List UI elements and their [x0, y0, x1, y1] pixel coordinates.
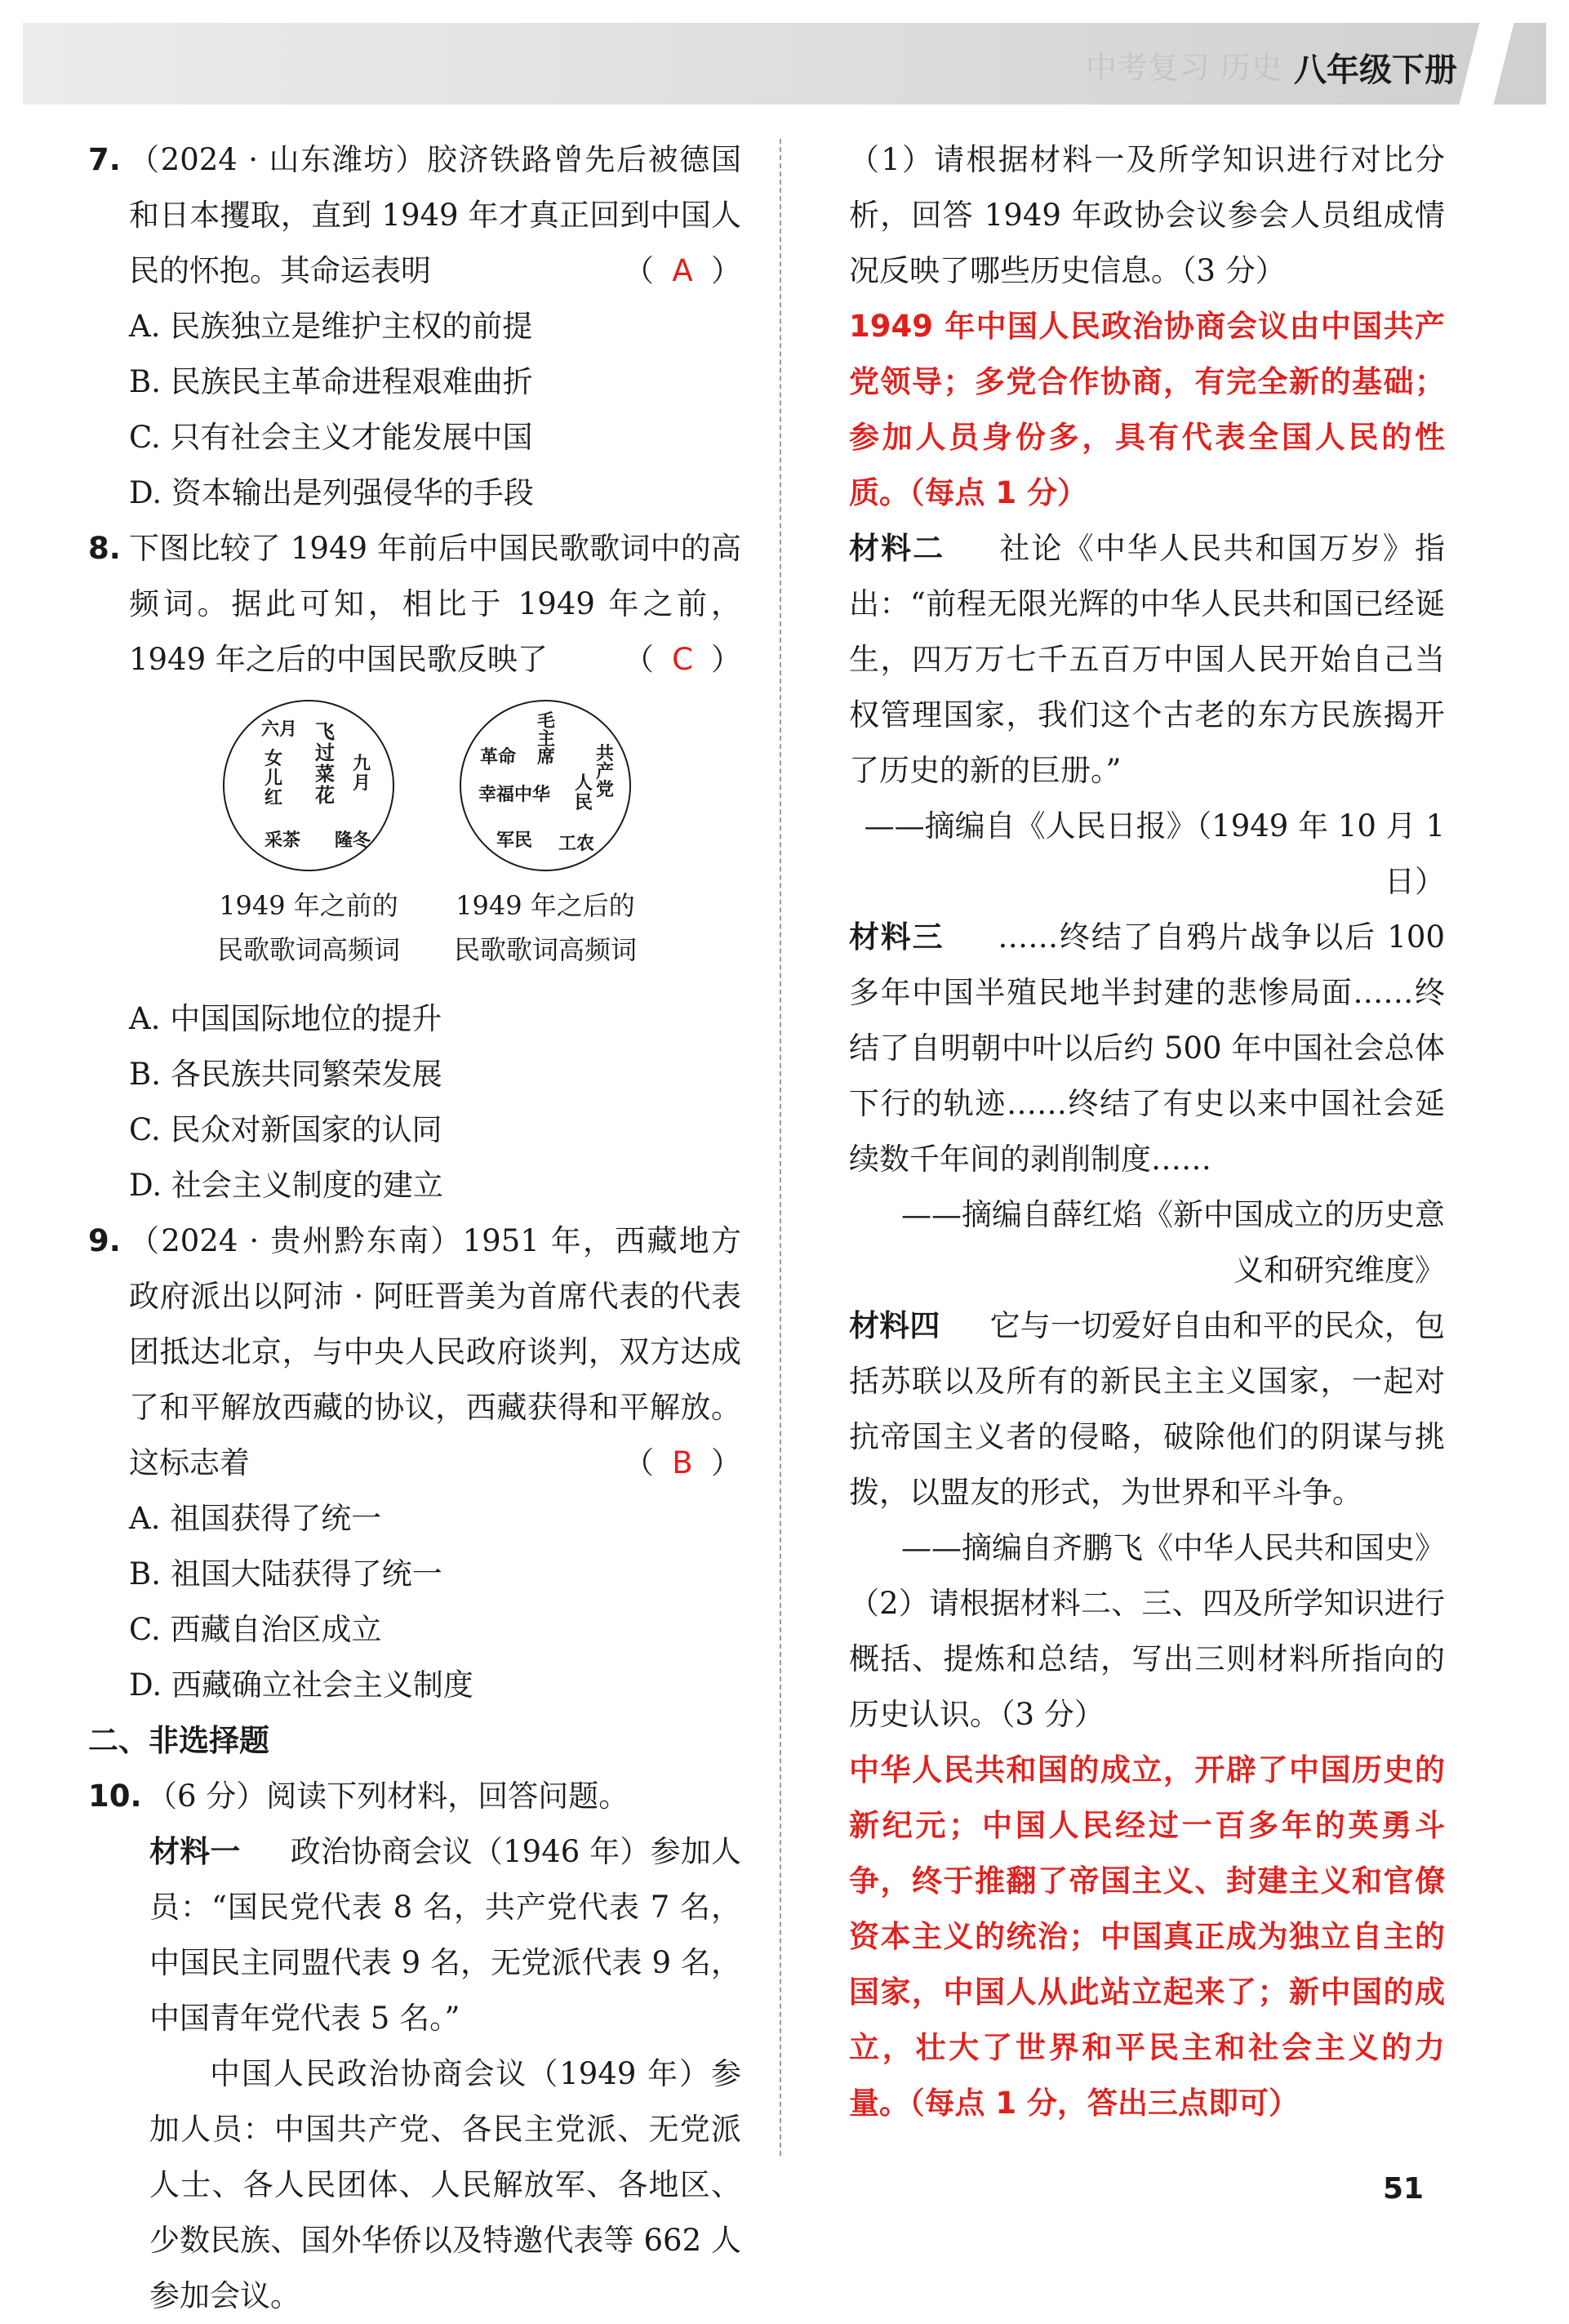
word: 飞 — [315, 719, 335, 743]
word: 革命 — [480, 746, 517, 768]
sub-answer-2: 中华人民共和国的成立，开辟了中国历史的新纪元；中国人民经过一百多年的英勇斗争，终于推翻了帝国主义、封建主义和官僚资本主义的统治；中国真正成为独立自主的国家，中国人从此站立起来了；新中国的成立，壮大了世界和平民主和社会主义的力量。（每点 1 分，答出三点即可） — [849, 1752, 1445, 2121]
option-b: B. 民族民主革命进程艰难曲折 — [129, 364, 533, 399]
sub-question-2: （2）请根据材料二、三、四及所学知识进行概括、提炼和总结，写出三则材料所指向的历史认识。（3 分） — [849, 1586, 1445, 1732]
word: 共 — [596, 743, 615, 764]
answer-box: （ B ） — [624, 1436, 741, 1491]
question-9-stem — [88, 1213, 741, 1491]
source-line: ——摘编自薛红焰《新中国成立的历史意 — [901, 1197, 1445, 1232]
question-stem-text: 下图比较了 1949 年前后中国民歌歌词中的高频词。据此可知，相比于 1949 年之前，1949 年之后的中国民歌反映了 — [129, 531, 741, 677]
option-d: D. 西藏确立社会主义制度 — [129, 1667, 473, 1703]
caption-line: 民歌歌词高频词 — [453, 934, 637, 965]
sub-question-1: （1）请根据材料一及所学知识进行对比分析，回答 1949 年政协会议参会人员组成情况反映了哪些历史信息。（3 分） — [849, 142, 1445, 288]
question-number: 9. — [88, 1223, 121, 1258]
answer-box: （ A ） — [624, 243, 741, 299]
option-a: A. 中国国际地位的提升 — [129, 1001, 442, 1036]
option-c: C. 民众对新国家的认同 — [129, 1112, 442, 1147]
word: 人 — [575, 772, 593, 794]
caption-after-1949 — [423, 884, 668, 972]
material-2-source: ——摘编自《人民日报》（1949 年 10 月 1 日） — [864, 808, 1445, 899]
caption-line: 民歌歌词高频词 — [216, 934, 400, 965]
word: 过 — [315, 741, 335, 764]
word: 产 — [596, 761, 615, 782]
option-a: A. 祖国获得了统一 — [129, 1501, 382, 1536]
caption-line: 1949 年之前的 — [219, 890, 398, 921]
option-d: D. 资本输出是列强侵华的手段 — [129, 475, 534, 510]
question-stem-text: （2024 · 山东潍坊）胶济铁路曾先后被德国和日本攫取，直到 1949 年才真正回到中国人民的怀抱。其命运表明 — [129, 142, 741, 288]
material-4-source: ——摘编自齐鹏飞《中华人民共和国史》 — [901, 1530, 1445, 1565]
material-label: 材料三 — [849, 919, 945, 955]
word: 女 — [264, 748, 283, 769]
question-number: 8. — [88, 531, 121, 566]
caption-line: 1949 年之后的 — [456, 890, 635, 921]
option-d: D. 社会主义制度的建立 — [129, 1168, 443, 1203]
word: 主 — [537, 728, 556, 750]
material-2 — [849, 521, 1445, 799]
header-grade-label: 八年级下册 — [1294, 51, 1457, 89]
left-column — [88, 132, 741, 2324]
question-7-stem — [88, 132, 741, 299]
word: 花 — [315, 783, 335, 807]
material-1 — [88, 1824, 741, 2046]
option-c: C. 只有社会主义才能发展中国 — [129, 420, 533, 455]
option-a: A. 民族独立是维护主权的前提 — [129, 309, 533, 344]
question-number: 7. — [88, 142, 121, 177]
answer-letter: A — [672, 253, 693, 288]
word: 六月 — [261, 719, 298, 740]
question-10-left — [88, 1769, 741, 2324]
question-8-stem — [88, 521, 741, 688]
answer-letter: B — [672, 1445, 693, 1480]
header-ghost-text: 中考复习 历史 — [1086, 50, 1282, 86]
question-stem-text: （6 分）阅读下列材料，回答问题。 — [147, 1779, 629, 1814]
page-number: 51 — [1383, 2172, 1425, 2206]
word: 毛 — [537, 710, 556, 732]
word: 儿 — [264, 768, 283, 789]
right-column — [849, 132, 1445, 2131]
question-9 — [88, 1213, 741, 1713]
word: 工农 — [558, 833, 595, 854]
material-text: ……终结了自鸦片战争以后 100 多年中国半殖民地半封建的悲惨局面……终结了自明朝中叶以后约 500 年中国社会总体下行的轨迹……终结了有史以来中国社会延续数千年间的剥削制度…… — [849, 919, 1446, 1177]
question-7 — [88, 132, 741, 521]
question-number: 10. — [88, 1779, 142, 1814]
word: 红 — [264, 787, 283, 808]
material-3 — [849, 910, 1445, 1187]
material-label: 材料二 — [849, 531, 945, 566]
word: 军民 — [496, 830, 533, 851]
material-label: 材料一 — [149, 1834, 241, 1869]
material-label: 材料四 — [849, 1308, 940, 1343]
word: 幸福中华 — [478, 784, 551, 805]
material-text: 它与一切爱好自由和平的民众，包括苏联以及所有的新民主主义国家，一起对抗帝国主义者的侵略，破除他们的阴谋与挑拨，以盟友的形式，为世界和平斗争。 — [849, 1308, 1446, 1510]
material-3-source — [849, 1187, 1445, 1298]
question-stem-text: （2024 · 贵州黔东南）1951 年，西藏地方政府派出以阿沛 · 阿旺晋美为首席代表的代表团抵达北京，与中央人民政府谈判，双方达成了和平解放西藏的协议，西藏获得和平解放。这标志着 — [129, 1223, 741, 1480]
question-10-stem — [88, 1769, 741, 1824]
word: 席 — [537, 746, 556, 768]
material-text: 政治协商会议（1946 年）参加人员：“国民党代表 8 名，共产党代表 7 名，中国民主同盟代表 9 名，无党派代表 9 名，中国青年党代表 5 名。” — [149, 1834, 742, 2036]
word-frequency-figure — [88, 694, 741, 988]
source-line: 义和研究维度》 — [1233, 1253, 1445, 1288]
question-8 — [88, 521, 741, 1213]
word: 民 — [575, 792, 593, 813]
option-b: B. 祖国大陆获得了统一 — [129, 1556, 442, 1592]
word: 九 — [353, 753, 371, 774]
word: 隆冬 — [335, 830, 371, 851]
word: 月 — [353, 772, 371, 794]
answer-box: （ C ） — [624, 632, 741, 688]
material-text: 社论《中华人民共和国万岁》指出：“前程无限光辉的中华人民共和国已经诞生，四万万七千五百万中国人民开始自己当权管理国家，我们这个古老的东方民族揭开了历史的新的巨册。” — [849, 531, 1446, 788]
material-1-part-2 — [88, 2046, 741, 2324]
option-b: B. 各民族共同繁荣发展 — [129, 1057, 442, 1092]
word-circles-diagram — [219, 694, 643, 882]
word: 菜 — [315, 762, 335, 786]
section-heading: 二、非选择题 — [88, 1723, 269, 1758]
option-c: C. 西藏自治区成立 — [129, 1612, 382, 1647]
answer-letter: C — [672, 642, 693, 677]
word: 采茶 — [264, 830, 301, 851]
caption-before-1949 — [186, 884, 431, 972]
word: 党 — [596, 779, 615, 800]
sub-answer-1: 1949 年中国人民政治协商会议由中国共产党领导；多党合作协商，有完全新的基础；参加人员身份多，具有代表全国人民的性质。（每点 1 分） — [849, 309, 1445, 510]
material-text: 中国人民政治协商会议（1949 年）参加人员：中国共产党、各民主党派、无党派人士、各人民团体、人民解放军、各地区、少数民族、国外华侨以及特邀代表等 662 人参加会议。 — [149, 2056, 741, 2313]
column-divider — [780, 139, 781, 2156]
material-4 — [849, 1298, 1445, 1520]
